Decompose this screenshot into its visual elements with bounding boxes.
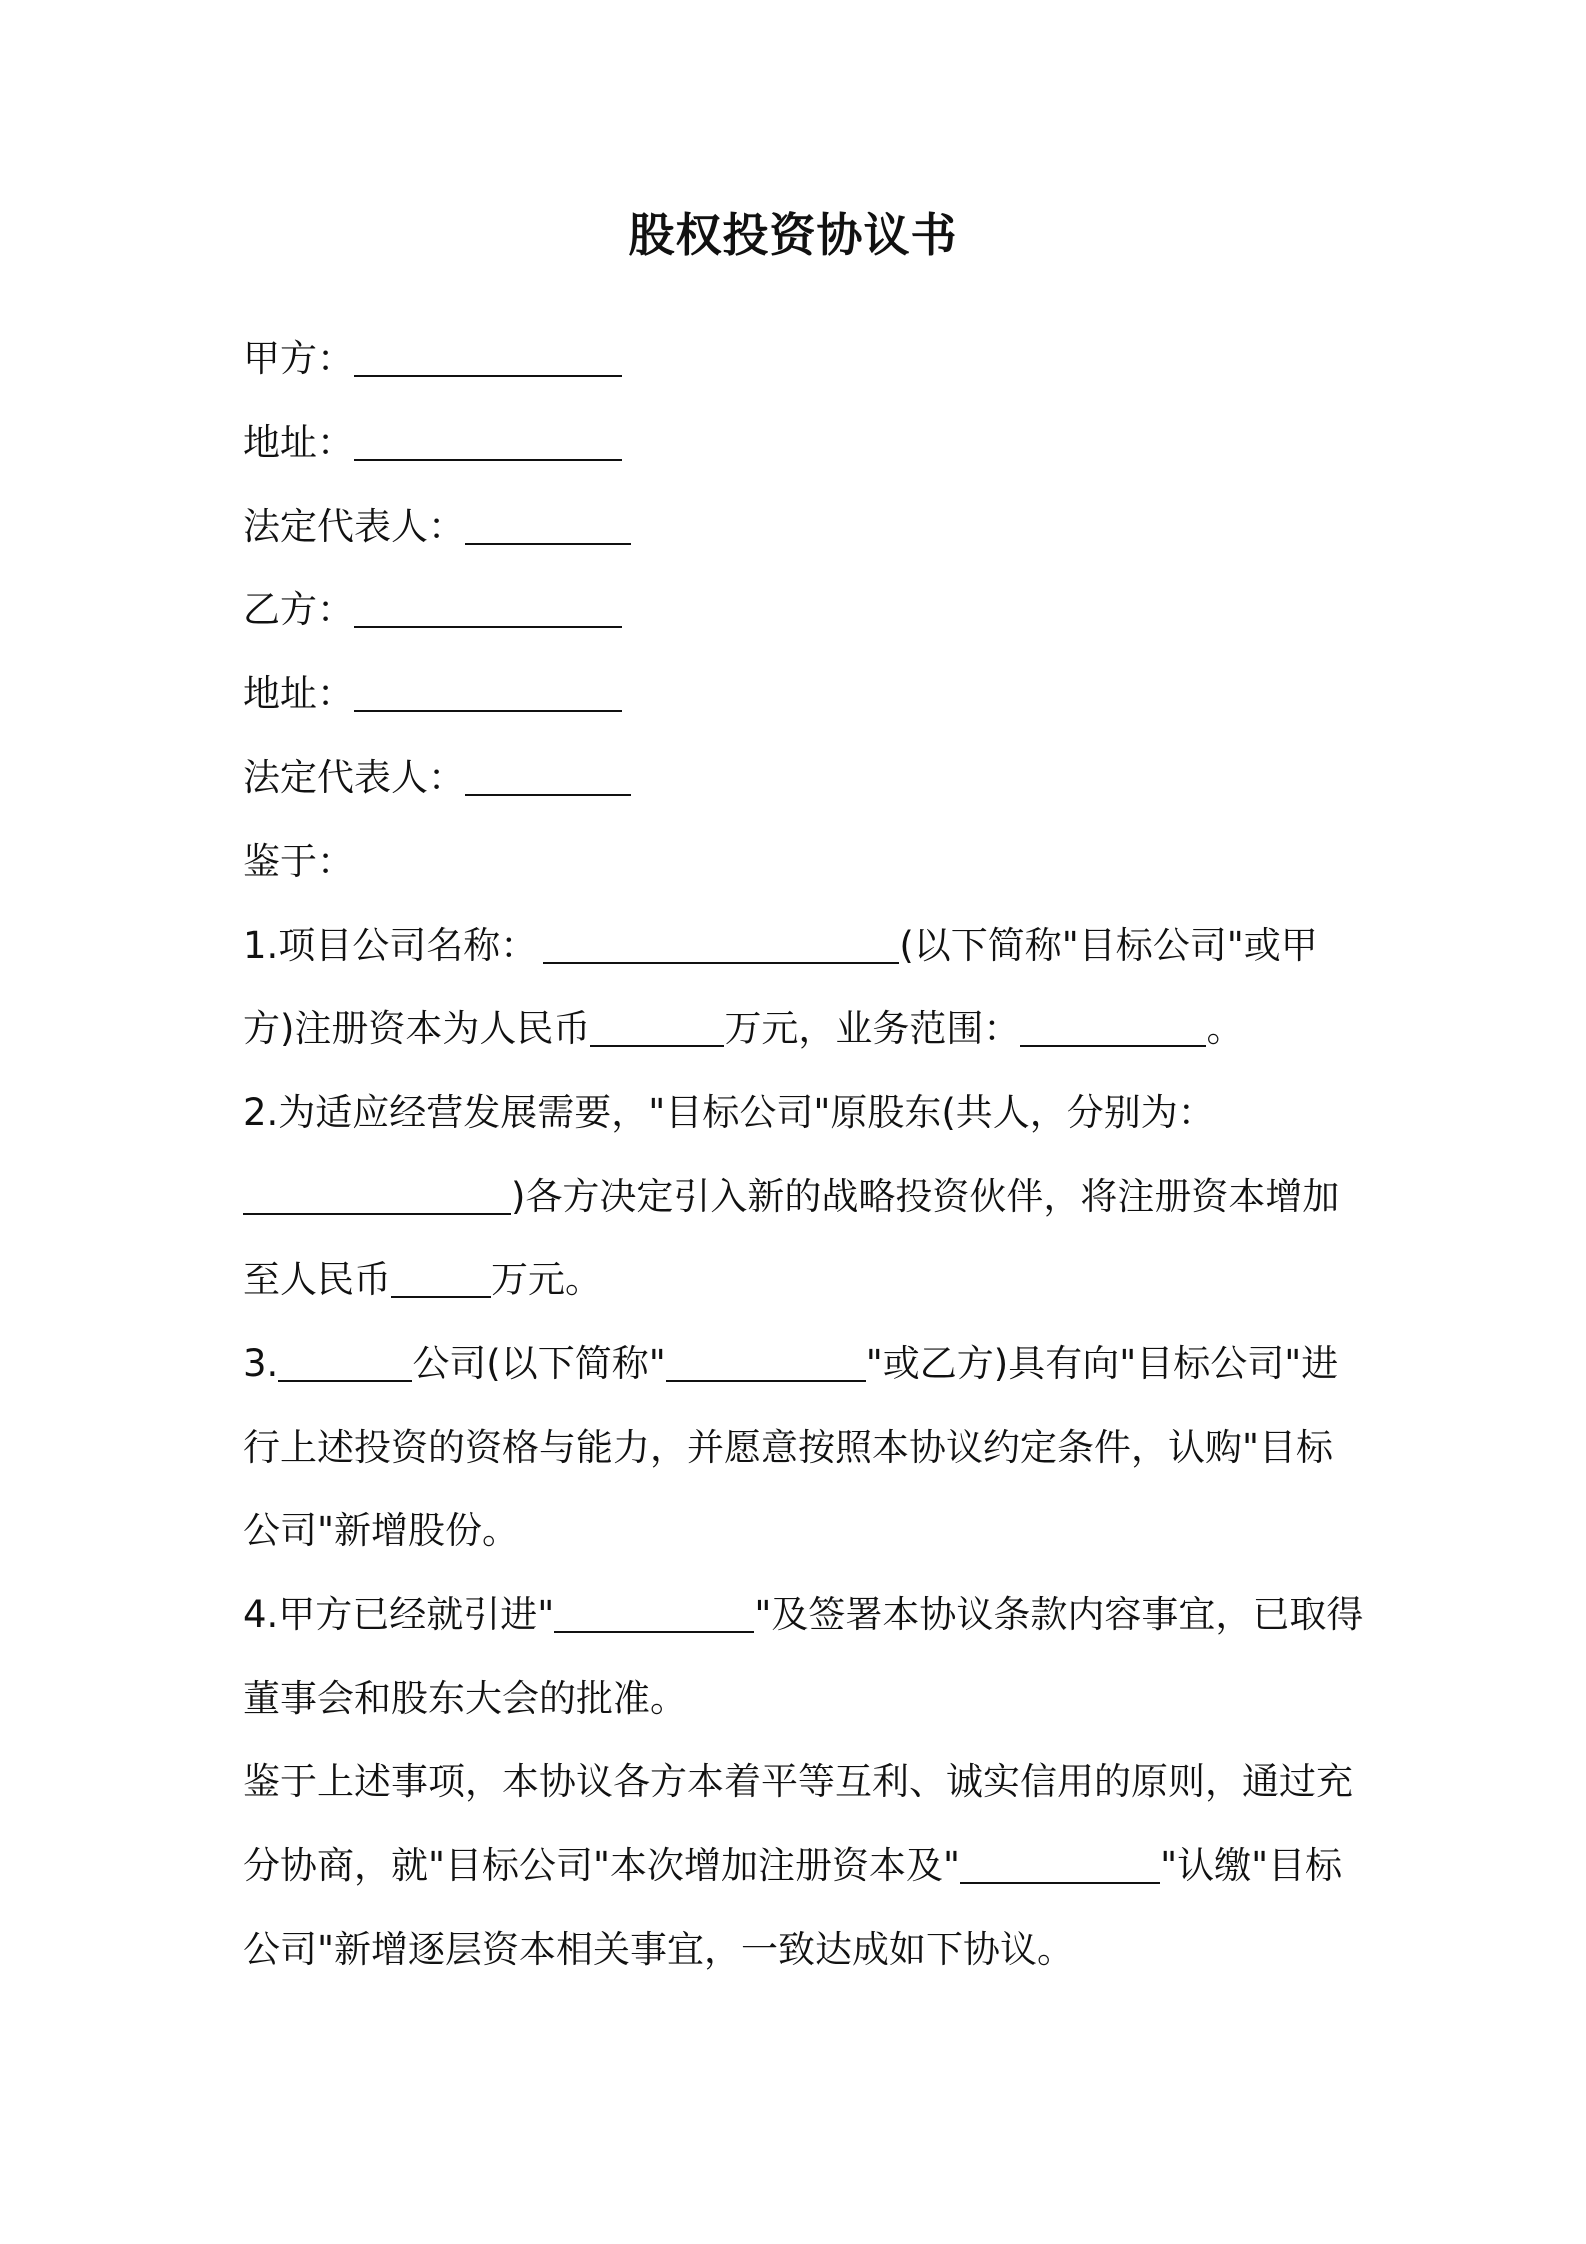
closing-text-a: 分协商，就"目标公司"本次增加注册资本及" xyxy=(243,1844,961,1887)
subscriber-blank[interactable] xyxy=(960,1842,1160,1884)
investor-short-name-blank[interactable] xyxy=(666,1340,866,1382)
party-b-rep-blank[interactable] xyxy=(465,754,631,796)
clause-1-text-a: 1.项目公司名称： xyxy=(243,924,538,967)
party-a-rep-label: 法定代表人： xyxy=(243,505,465,548)
party-b-rep-line xyxy=(243,748,631,808)
party-b-address-label: 地址： xyxy=(243,672,354,715)
clause-3-text-b: 公司(以下简称" xyxy=(412,1342,666,1385)
closing-line-3: 公司"新增逐层资本相关事宜，一致达成如下协议。 xyxy=(243,1928,1075,1971)
introduced-party-blank[interactable] xyxy=(554,1591,754,1633)
party-b-line xyxy=(243,580,622,640)
clause-1-text-e: 。 xyxy=(1206,1007,1244,1050)
party-a-address-blank[interactable] xyxy=(354,419,622,461)
party-b-rep-label: 法定代表人： xyxy=(243,756,465,799)
clause-3-line-3: 公司"新增股份。 xyxy=(243,1509,520,1552)
party-a-address-label: 地址： xyxy=(243,421,354,464)
original-shareholders-blank[interactable] xyxy=(243,1173,511,1215)
whereas-label: 鉴于： xyxy=(243,840,354,883)
party-a-rep-blank[interactable] xyxy=(465,503,631,545)
party-b-label: 乙方： xyxy=(243,588,354,631)
clause-1-text-b: (以下简称"目标公司"或甲 xyxy=(899,924,1318,967)
clause-4-text-b: "及签署本协议条款内容事宜，已取得 xyxy=(754,1593,1364,1636)
closing-text-b: "认缴"目标 xyxy=(1160,1844,1343,1887)
registered-capital-blank[interactable] xyxy=(590,1005,724,1047)
clause-3-text-c: "或乙方)具有向"目标公司"进 xyxy=(865,1342,1339,1385)
party-a-rep-line xyxy=(243,497,631,557)
clause-3-line-1 xyxy=(243,1334,1338,1394)
clause-3-text-a: 3. xyxy=(243,1342,279,1385)
party-a-address-line xyxy=(243,413,622,473)
party-b-address-line xyxy=(243,664,622,724)
clause-2-line-1: 2.为适应经营发展需要，"目标公司"原股东(共人，分别为： xyxy=(243,1091,1215,1134)
clause-1-text-c: 方)注册资本为人民币 xyxy=(243,1007,591,1050)
business-scope-blank[interactable] xyxy=(1020,1005,1206,1047)
clause-4-line-1 xyxy=(243,1585,1363,1645)
closing-line-1: 鉴于上述事项，本协议各方本着平等互利、诚实信用的原则，通过充 xyxy=(243,1760,1353,1803)
party-a-line xyxy=(243,329,622,389)
document-title: 股权投资协议书 xyxy=(628,208,958,262)
clause-3-line-2: 行上述投资的资格与能力，并愿意按照本协议约定条件，认购"目标 xyxy=(243,1426,1334,1469)
party-a-blank[interactable] xyxy=(354,335,622,377)
party-b-blank[interactable] xyxy=(354,586,622,628)
project-company-name-blank[interactable] xyxy=(543,922,899,964)
clause-4-line-2: 董事会和股东大会的批准。 xyxy=(243,1677,687,1720)
clause-1-line-1 xyxy=(243,916,1318,976)
closing-line-2 xyxy=(243,1836,1342,1896)
clause-1-line-2 xyxy=(243,999,1243,1059)
party-a-label: 甲方： xyxy=(243,337,354,380)
clause-2-text-a: )各方决定引入新的战略投资伙伴，将注册资本增加 xyxy=(511,1175,1340,1218)
increased-capital-blank[interactable] xyxy=(391,1256,491,1298)
clause-2-line-3 xyxy=(243,1250,602,1310)
clause-2-text-c: 万元。 xyxy=(491,1258,602,1301)
clause-4-text-a: 4.甲方已经就引进" xyxy=(243,1593,555,1636)
clause-1-text-d: 万元，业务范围： xyxy=(724,1007,1021,1050)
party-b-address-blank[interactable] xyxy=(354,670,622,712)
clause-2-text-b: 至人民币 xyxy=(243,1258,391,1301)
clause-2-line-2 xyxy=(243,1167,1339,1227)
investor-company-blank[interactable] xyxy=(278,1340,412,1382)
